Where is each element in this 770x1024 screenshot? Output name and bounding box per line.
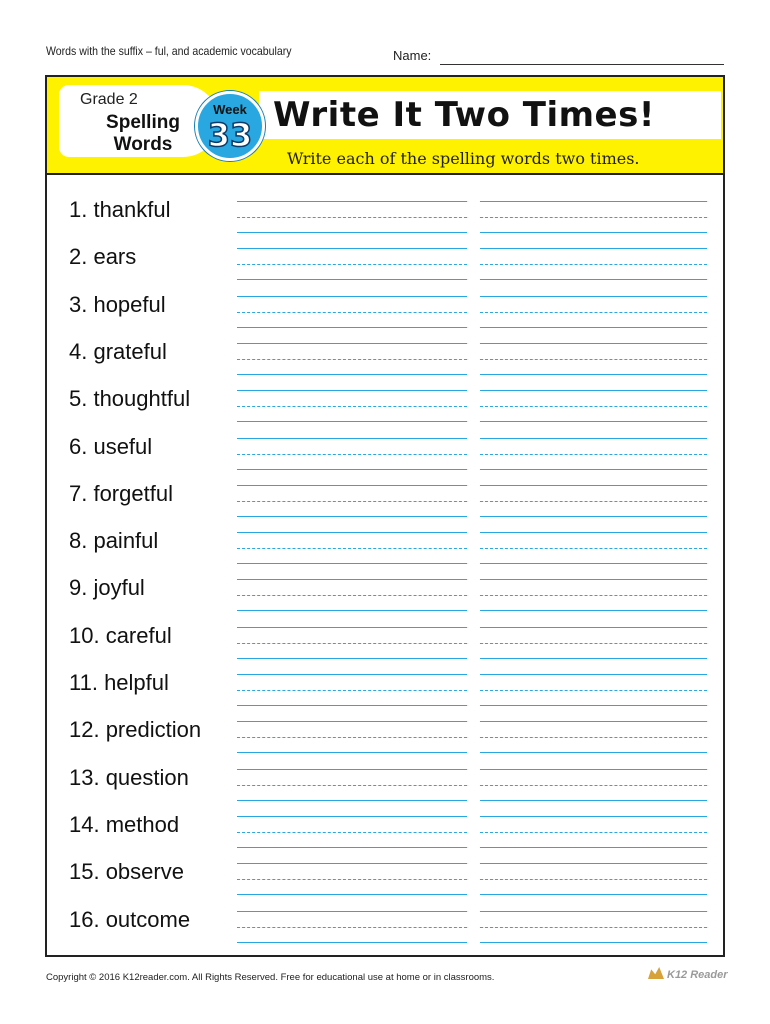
writing-line[interactable]	[237, 327, 467, 328]
name-line[interactable]	[440, 64, 724, 65]
writing-line[interactable]	[480, 832, 707, 833]
writing-line[interactable]	[480, 327, 707, 328]
week-badge	[195, 91, 265, 161]
banner	[47, 77, 723, 175]
writing-line[interactable]	[480, 232, 707, 233]
spelling-line-2: Words	[113, 134, 173, 155]
name-label: Name:	[393, 48, 432, 63]
writing-line[interactable]	[237, 279, 467, 280]
writing-line[interactable]	[237, 343, 467, 344]
writing-line[interactable]	[480, 454, 707, 455]
writing-line[interactable]	[480, 390, 707, 391]
writing-line[interactable]	[480, 894, 707, 895]
writing-line[interactable]	[480, 690, 707, 691]
writing-line[interactable]	[480, 816, 707, 817]
writing-line[interactable]	[237, 894, 467, 895]
writing-line[interactable]	[237, 248, 467, 249]
spelling-word: 5. thoughtful	[69, 386, 191, 412]
spelling-word: 14. method	[69, 811, 180, 837]
writing-line[interactable]	[480, 217, 707, 218]
spelling-word: 16. outcome	[69, 906, 191, 932]
writing-line[interactable]	[237, 454, 467, 455]
writing-line[interactable]	[480, 879, 707, 880]
writing-line[interactable]	[237, 595, 467, 596]
copyright-text: Copyright © 2016 K12reader.com. All Rights Reserved. Free for educational use at home or in classrooms.	[46, 972, 495, 983]
writing-line[interactable]	[480, 911, 707, 912]
writing-line[interactable]	[480, 942, 707, 943]
logo-mark-icon	[648, 967, 664, 979]
writing-line[interactable]	[237, 264, 467, 265]
writing-line[interactable]	[480, 548, 707, 549]
writing-line[interactable]	[237, 863, 467, 864]
spelling-word: 10. careful	[69, 622, 172, 648]
spelling-word: 1. thankful	[69, 197, 171, 222]
writing-line[interactable]	[237, 563, 467, 564]
writing-line[interactable]	[480, 847, 707, 848]
k12reader-logo	[648, 967, 728, 981]
writing-line[interactable]	[237, 359, 467, 360]
writing-line[interactable]	[480, 469, 707, 470]
writing-line[interactable]	[480, 785, 707, 786]
spelling-word: 11. helpful	[69, 670, 169, 695]
writing-line[interactable]	[237, 374, 467, 375]
writing-line[interactable]	[480, 501, 707, 502]
writing-line[interactable]	[480, 343, 707, 344]
title-card	[259, 91, 721, 139]
writing-line[interactable]	[237, 548, 467, 549]
writing-line[interactable]	[237, 769, 467, 770]
writing-line[interactable]	[237, 406, 467, 407]
writing-line[interactable]	[480, 752, 707, 753]
writing-line[interactable]	[237, 610, 467, 611]
writing-line[interactable]	[237, 816, 467, 817]
writing-line[interactable]	[480, 485, 707, 486]
writing-line[interactable]	[480, 658, 707, 659]
writing-line[interactable]	[480, 279, 707, 280]
writing-line[interactable]	[480, 800, 707, 801]
spelling-word: 8. painful	[69, 528, 159, 554]
logo-text: K12 Reader	[667, 969, 728, 981]
week-label: Week	[213, 102, 247, 117]
writing-line[interactable]	[237, 752, 467, 753]
writing-line[interactable]	[237, 516, 467, 517]
writing-line[interactable]	[480, 296, 707, 297]
writing-line[interactable]	[237, 674, 467, 675]
writing-line[interactable]	[480, 705, 707, 706]
writing-line[interactable]	[480, 737, 707, 738]
writing-line[interactable]	[237, 800, 467, 801]
writing-line[interactable]	[237, 312, 467, 313]
writing-line[interactable]	[480, 579, 707, 580]
writing-line[interactable]	[237, 296, 467, 297]
writing-line[interactable]	[237, 627, 467, 628]
writing-line[interactable]	[480, 438, 707, 439]
spelling-word: 7. forgetful	[69, 480, 173, 506]
writing-line[interactable]	[237, 421, 467, 422]
writing-line[interactable]	[237, 501, 467, 502]
writing-line[interactable]	[237, 579, 467, 580]
writing-line[interactable]	[480, 248, 707, 249]
spelling-word: 2. ears	[69, 244, 137, 270]
grade-label: Grade 2	[80, 91, 138, 108]
writing-line[interactable]	[480, 627, 707, 628]
spelling-word: 15. observe	[69, 859, 184, 885]
writing-line[interactable]	[237, 390, 467, 391]
writing-line[interactable]	[237, 832, 467, 833]
writing-line[interactable]	[480, 643, 707, 644]
writing-line[interactable]	[237, 469, 467, 470]
spelling-word: 9. joyful	[69, 575, 145, 601]
writing-line[interactable]	[237, 485, 467, 486]
writing-line[interactable]	[480, 674, 707, 675]
writing-line[interactable]	[237, 201, 467, 202]
writing-line[interactable]	[480, 312, 707, 313]
writing-line[interactable]	[480, 421, 707, 422]
writing-line[interactable]	[480, 264, 707, 265]
writing-line[interactable]	[237, 879, 467, 880]
spelling-word: 3. hopeful	[69, 291, 166, 317]
writing-line[interactable]	[480, 374, 707, 375]
writing-line[interactable]	[480, 595, 707, 596]
writing-line[interactable]	[480, 863, 707, 864]
writing-line[interactable]	[480, 201, 707, 202]
writing-line[interactable]	[480, 532, 707, 533]
week-number: 33	[207, 116, 253, 154]
spelling-word: 12. prediction	[69, 717, 202, 743]
writing-line[interactable]	[237, 785, 467, 786]
writing-line[interactable]	[237, 942, 467, 943]
writing-line[interactable]	[480, 563, 707, 564]
page-title: Write It Two Times!	[273, 95, 655, 135]
writing-line[interactable]	[480, 359, 707, 360]
writing-line[interactable]	[237, 911, 467, 912]
spelling-words-label	[97, 112, 189, 156]
writing-line[interactable]	[237, 721, 467, 722]
writing-line[interactable]	[237, 232, 467, 233]
writing-line[interactable]	[237, 438, 467, 439]
writing-line[interactable]	[237, 927, 467, 928]
instruction-text: Write each of the spelling words two times.	[287, 149, 640, 168]
spelling-word: 13. question	[69, 764, 189, 790]
writing-line[interactable]	[237, 690, 467, 691]
writing-line[interactable]	[480, 610, 707, 611]
writing-line[interactable]	[237, 847, 467, 848]
spelling-line-1: Spelling	[106, 112, 180, 133]
spelling-word: 4. grateful	[69, 338, 167, 364]
writing-line[interactable]	[480, 406, 707, 407]
spelling-word: 6. useful	[69, 433, 153, 459]
writing-line[interactable]	[237, 643, 467, 644]
writing-line[interactable]	[480, 769, 707, 770]
writing-line[interactable]	[237, 705, 467, 706]
worksheet-frame	[45, 75, 725, 957]
writing-line[interactable]	[237, 532, 467, 533]
writing-line[interactable]	[480, 721, 707, 722]
writing-line[interactable]	[480, 927, 707, 928]
writing-line[interactable]	[480, 516, 707, 517]
writing-line[interactable]	[237, 217, 467, 218]
writing-line[interactable]	[237, 658, 467, 659]
writing-line[interactable]	[237, 737, 467, 738]
worksheet-topic: Words with the suffix – ful, and academic vocabulary	[46, 44, 292, 58]
